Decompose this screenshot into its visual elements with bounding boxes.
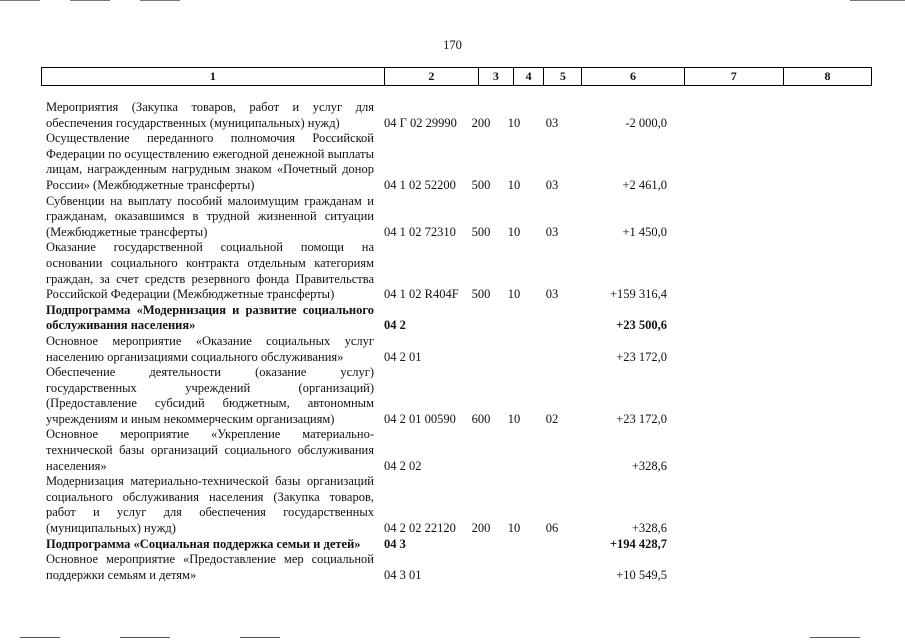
row-amount: +10 549,5 <box>616 567 667 582</box>
column-header-7: 7 <box>684 68 783 86</box>
row-col3: 500 <box>471 287 491 302</box>
row-code: 04 Г 02 29990 <box>384 115 457 130</box>
subprogram-row <box>46 303 876 334</box>
row-name: Обеспечение деятельности (оказание услуг) государственных учреждений (организаций) (Предоставление субсидий бюджетным, автономным учреждениям и иным некоммерческим организациям) <box>46 365 374 426</box>
row-col5: 03 <box>545 224 559 239</box>
budget-rows <box>46 100 876 583</box>
scan-edge-line <box>120 637 170 638</box>
row-code: 04 1 02 R404F <box>384 287 459 302</box>
budget-row <box>46 552 876 583</box>
row-col5: 03 <box>545 115 559 130</box>
scan-edge-line <box>850 0 905 1</box>
budget-row <box>46 427 876 474</box>
budget-row <box>46 100 876 131</box>
row-amount: +328,6 <box>631 458 667 473</box>
row-code: 04 2 02 <box>384 458 422 473</box>
row-amount: +23 172,0 <box>616 349 667 364</box>
scan-edge-line <box>140 0 180 1</box>
budget-row <box>46 365 876 427</box>
row-col5: 03 <box>545 287 559 302</box>
row-name: Подпрограмма «Модернизация и развитие социального обслуживания населения» <box>46 302 374 333</box>
row-col3: 200 <box>471 115 491 130</box>
column-header-2: 2 <box>384 68 478 86</box>
budget-row <box>46 334 876 365</box>
row-code: 04 3 <box>384 536 406 551</box>
scan-edge-line <box>70 0 110 1</box>
budget-row <box>46 474 876 536</box>
row-code: 04 2 <box>384 318 406 333</box>
row-name: Основное мероприятие «Предоставление мер социальной поддержки семьям и детям» <box>46 552 374 582</box>
row-col4: 10 <box>507 411 521 426</box>
row-col4: 10 <box>507 115 521 130</box>
column-header-6: 6 <box>582 68 684 86</box>
row-col4: 10 <box>507 287 521 302</box>
row-code: 04 1 02 72310 <box>384 224 456 239</box>
row-col3: 500 <box>471 224 491 239</box>
row-name: Оказание государственной социальной помощи на основании социального контракта отдельным категориям граждан, за счет средств резервного фонда Правительства Российской Федерации (Межбюджетные трансферты) <box>46 240 374 302</box>
row-name: Модернизация материально-технической базы организаций социального обслуживания населения (Закупка товаров, работ и услуг для обеспечения государственных (муниципальных) нужд) <box>46 474 374 536</box>
column-header-3: 3 <box>478 68 513 86</box>
row-amount: +159 316,4 <box>609 287 667 302</box>
row-amount: +2 461,0 <box>622 177 667 192</box>
row-amount: +194 428,7 <box>609 536 667 551</box>
row-amount: -2 000,0 <box>625 115 667 130</box>
row-name: Основное мероприятие «Оказание социальных услуг населению организациями социального обслуживания» <box>46 333 374 364</box>
row-col5: 06 <box>545 521 559 536</box>
column-header-row <box>42 68 872 86</box>
column-header-8: 8 <box>783 68 871 86</box>
scan-edge-line <box>240 637 280 638</box>
row-col3: 600 <box>471 411 491 426</box>
row-code: 04 2 01 00590 <box>384 411 456 426</box>
row-col4: 10 <box>507 521 521 536</box>
budget-row <box>46 194 876 241</box>
row-name: Подпрограмма «Социальная поддержка семьи и детей» <box>46 536 361 551</box>
row-col3: 500 <box>471 177 491 192</box>
column-header-table <box>41 67 872 86</box>
row-amount: +1 450,0 <box>622 224 667 239</box>
scan-edge-line <box>20 637 60 638</box>
column-header-5: 5 <box>544 68 582 86</box>
column-header-4: 4 <box>513 68 544 86</box>
row-col4: 10 <box>507 177 521 192</box>
row-col5: 03 <box>545 177 559 192</box>
row-code: 04 1 02 52200 <box>384 177 456 192</box>
row-code: 04 3 01 <box>384 567 422 582</box>
row-name: Субвенции на выплату пособий малоимущим гражданам и гражданам, оказавшимся в трудной жизненной ситуации (Межбюджетные трансферты) <box>46 193 374 239</box>
row-col5: 02 <box>545 411 559 426</box>
row-name: Мероприятия (Закупка товаров, работ и услуг для обеспечения государственных (муниципальных) нужд) <box>46 100 374 130</box>
budget-row <box>46 131 876 193</box>
row-name: Осуществление переданного полномочия Российской Федерации по осуществлению ежегодной денежной выплаты лицам, награжденным нагрудным знаком «Почетный донор России» (Межбюджетные трансферты) <box>46 131 374 192</box>
row-amount: +23 172,0 <box>616 411 667 426</box>
row-col4: 10 <box>507 224 521 239</box>
subprogram-row <box>46 537 876 553</box>
row-code: 04 2 01 <box>384 349 422 364</box>
row-name: Основное мероприятие «Укрепление материально-технической базы организаций социального обслуживания населения» <box>46 427 374 473</box>
row-amount: +23 500,6 <box>616 318 667 333</box>
row-amount: +328,6 <box>631 521 667 536</box>
row-col3: 200 <box>471 521 491 536</box>
scan-edge-line <box>0 0 40 1</box>
page-number: 170 <box>443 38 462 52</box>
scan-edge-line <box>810 637 860 638</box>
column-header-1: 1 <box>42 68 385 86</box>
budget-row <box>46 240 876 302</box>
row-code: 04 2 02 22120 <box>384 521 456 536</box>
